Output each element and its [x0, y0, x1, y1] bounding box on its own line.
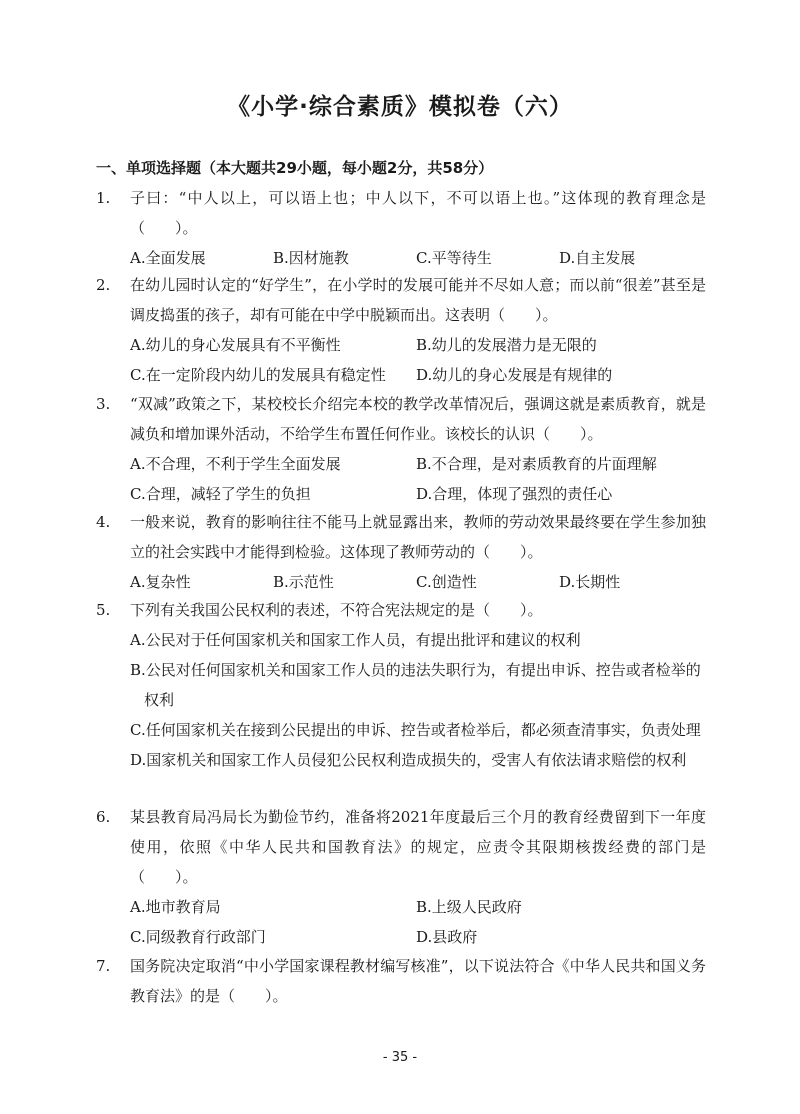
option-b: B.示范性	[273, 573, 334, 591]
option-b: B.不合理，是对素质教育的片面理解	[416, 455, 657, 473]
page-title: 《小学·综合素质》模拟卷（六）	[227, 94, 573, 120]
options	[130, 567, 706, 597]
option-d: D.幼儿的身心发展是有规律的	[416, 366, 613, 384]
question-4	[96, 507, 706, 597]
question-number: 6.	[96, 808, 111, 826]
question-number: 4.	[96, 513, 111, 531]
question-7	[96, 951, 706, 1011]
question-stem: 子曰：“中人以上，可以语上也；中人以下，不可以语上也。”这体现的教育理念是（ ）。	[130, 189, 706, 237]
question-2	[96, 270, 706, 390]
option-b: B.幼儿的发展潜力是无限的	[416, 336, 597, 354]
question-stem: 某县教育局冯局长为勤俭节约，准备将2021年度最后三个月的教育经费留到下一年度使用，依照《中华人民共和国教育法》的规定，应责令其限期核拨经费的部门是（ ）。	[130, 808, 706, 886]
option-c: C.任何国家机关在接到公民提出的申诉、控告或者检举后，都必须查清事实，负责处理	[130, 721, 701, 739]
option-d: D.国家机关和国家工作人员侵犯公民权利造成损失的，受害人有依法请求赔偿的权利	[130, 751, 687, 769]
option-c: C.同级教育行政部门	[130, 928, 266, 946]
options	[130, 243, 706, 273]
options	[130, 449, 706, 509]
option-d: D.自主发展	[559, 249, 636, 267]
section-heading: 一、单项选择题（本大题共29小题，每小题2分，共58分）	[96, 159, 494, 177]
option-a: A.地市教育局	[130, 898, 221, 916]
question-number: 3.	[96, 395, 111, 413]
option-c: C.在一定阶段内幼儿的发展具有稳定性	[130, 366, 386, 384]
option-a: A.幼儿的身心发展具有不平衡性	[130, 336, 341, 354]
question-3	[96, 389, 706, 509]
option-b: B.因材施教	[273, 249, 349, 267]
question-stem: 在幼儿园时认定的“好学生”，在小学时的发展可能并不尽如人意；而以前“很差”甚至是调皮捣蛋的孩子，却有可能在中学中脱颖而出。这表明（ ）。	[130, 276, 706, 324]
question-number: 1.	[96, 189, 111, 207]
question-stem: “双减”政策之下，某校校长介绍完本校的教学改革情况后，强调这就是素质教育，就是减负和增加课外活动，不给学生布置任何作业。该校长的认识（ ）。	[130, 395, 706, 443]
question-stem: 国务院决定取消“中小学国家课程教材编写核准”，以下说法符合《中华人民共和国义务教育法》的是（ ）。	[130, 957, 706, 1005]
question-stem: 下列有关我国公民权利的表述，不符合宪法规定的是（ ）。	[130, 601, 543, 619]
options	[130, 892, 706, 952]
option-d: D.县政府	[416, 928, 478, 946]
option-b: B.公民对任何国家机关和国家工作人员的违法失职行为，有提出申诉、控告或者检举的权利	[130, 661, 701, 709]
option-b: B.上级人民政府	[416, 898, 522, 916]
options	[130, 330, 706, 390]
option-a: A.复杂性	[130, 573, 191, 591]
question-6	[96, 802, 706, 952]
option-c: C.创造性	[416, 573, 477, 591]
question-number: 2.	[96, 276, 111, 294]
option-d: D.合理，体现了强烈的责任心	[416, 485, 613, 503]
question-1	[96, 183, 706, 273]
option-c: C.平等待生	[416, 249, 492, 267]
option-a: A.不合理，不利于学生全面发展	[130, 455, 341, 473]
page-number: - 35 -	[382, 1050, 418, 1065]
option-a: A.全面发展	[130, 249, 206, 267]
question-5	[96, 595, 706, 775]
question-number: 5.	[96, 601, 111, 619]
option-d: D.长期性	[559, 573, 621, 591]
option-a: A.公民对于任何国家机关和国家工作人员，有提出批评和建议的权利	[130, 631, 581, 649]
option-c: C.合理，减轻了学生的负担	[130, 485, 311, 503]
question-stem: 一般来说，教育的影响往往不能马上就显露出来，教师的劳动效果最终要在学生参加独立的社会实践中才能得到检验。这体现了教师劳动的（ ）。	[130, 513, 706, 561]
question-number: 7.	[96, 957, 111, 975]
